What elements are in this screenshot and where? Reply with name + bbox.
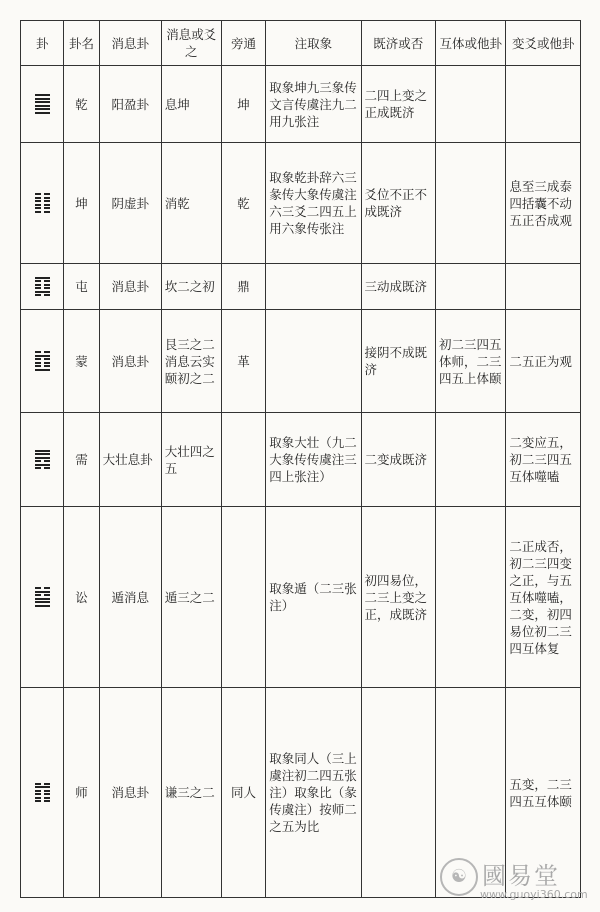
table-row xyxy=(21,413,581,507)
yin-line xyxy=(35,797,50,799)
quxiang-cell: 取象坤九三象传文言传虞注九二用九张注 xyxy=(266,66,361,143)
quxiang-cell: 取象遁（二三张注） xyxy=(266,507,361,688)
pangtong-cell: 鼎 xyxy=(221,264,266,310)
song-hexagram-icon xyxy=(24,587,60,607)
header-xiaoxi-gua: 消息卦 xyxy=(99,21,161,66)
bianyao-cell xyxy=(506,66,581,143)
header-huti: 互体或他卦 xyxy=(436,21,506,66)
jiji-cell: 初四易位，二三上变之正，成既济 xyxy=(361,507,436,688)
pangtong-cell: 坤 xyxy=(221,66,266,143)
quxiang-cell xyxy=(266,264,361,310)
header-gua-name: 卦名 xyxy=(64,21,99,66)
xiaoxi-cell: 阴虚卦 xyxy=(99,143,161,264)
xiaoxi-yao-cell: 遁三之二 xyxy=(161,507,221,688)
yang-line xyxy=(35,450,50,452)
bianyao-cell: 息至三成泰四括囊不动五正否成观 xyxy=(506,143,581,264)
yang-line xyxy=(35,464,50,466)
yin-line xyxy=(35,783,50,785)
xiaoxi-yao-cell: 消乾 xyxy=(161,143,221,264)
hexagram-cell xyxy=(21,507,64,688)
table-row xyxy=(21,507,581,688)
header-row xyxy=(21,21,581,66)
watermark-logo xyxy=(440,854,590,906)
meng-hexagram-icon xyxy=(24,351,60,371)
bianyao-cell: 二变应五，初二三四五互体噬嗑 xyxy=(506,413,581,507)
huti-cell xyxy=(436,413,506,507)
xiaoxi-cell: 阳盈卦 xyxy=(99,66,161,143)
bianyao-cell: 二正成否，初二三四变之正，与五互体噬嗑，二变，初四易位初二三四互体复 xyxy=(506,507,581,688)
table-row xyxy=(21,143,581,264)
yin-line xyxy=(35,193,50,195)
bianyao-cell xyxy=(506,264,581,310)
gua-name-cell: 需 xyxy=(64,413,99,507)
table-row xyxy=(21,66,581,143)
gua-name-cell: 师 xyxy=(64,688,99,898)
quxiang-cell: 取象同人（三上虞注初二四五张注）取象比（彖传虞注）按师二之五为比 xyxy=(266,688,361,898)
yang-line xyxy=(35,601,50,603)
yin-line xyxy=(35,211,50,213)
yang-line xyxy=(35,355,50,357)
huti-cell xyxy=(436,66,506,143)
jiji-cell: 接阴不成既济 xyxy=(361,310,436,413)
gua-name-cell: 坤 xyxy=(64,143,99,264)
hexagram-cell xyxy=(21,143,64,264)
yin-line xyxy=(35,460,50,462)
header-pangtong: 旁通 xyxy=(221,21,266,66)
yin-line xyxy=(35,284,50,286)
yin-line xyxy=(35,358,50,360)
hexagram-cell xyxy=(21,413,64,507)
xiaoxi-cell: 消息卦 xyxy=(99,264,161,310)
huti-cell xyxy=(436,507,506,688)
yang-line xyxy=(35,101,50,103)
yang-line xyxy=(35,112,50,114)
zhun-hexagram-icon xyxy=(24,277,60,297)
yang-line xyxy=(35,108,50,110)
yin-line xyxy=(35,351,50,353)
yin-line xyxy=(35,587,50,589)
huti-cell xyxy=(436,143,506,264)
xiaoxi-yao-cell: 艮三之二消息云实颐初之二 xyxy=(161,310,221,413)
gua-name-cell: 屯 xyxy=(64,264,99,310)
pangtong-cell: 革 xyxy=(221,310,266,413)
pangtong-cell xyxy=(221,413,266,507)
header-xiaoxi-yao: 消息或爻之 xyxy=(161,21,221,66)
yang-line xyxy=(35,277,50,279)
quxiang-cell xyxy=(266,310,361,413)
yin-line xyxy=(35,800,50,802)
bianyao-cell: 二五正为观 xyxy=(506,310,581,413)
yin-line xyxy=(35,362,50,364)
yin-line xyxy=(35,197,50,199)
yin-line xyxy=(35,200,50,202)
hexagram-cell xyxy=(21,310,64,413)
pangtong-cell xyxy=(221,507,266,688)
xiaoxi-yao-cell: 谦三之二 xyxy=(161,688,221,898)
header-gua: 卦 xyxy=(21,21,64,66)
yang-line xyxy=(35,94,50,96)
yin-line xyxy=(35,204,50,206)
shi-hexagram-icon xyxy=(24,783,60,803)
kun-hexagram-icon xyxy=(24,193,60,213)
table-row xyxy=(21,264,581,310)
yin-line xyxy=(35,790,50,792)
watermark-url: www.guoyi360.com xyxy=(480,888,588,901)
table-row xyxy=(21,310,581,413)
yang-line xyxy=(35,457,50,459)
jiji-cell: 三动成既济 xyxy=(361,264,436,310)
xiaoxi-yao-cell: 坎二之初 xyxy=(161,264,221,310)
xiaoxi-yao-cell: 大壮四之五 xyxy=(161,413,221,507)
hexagram-table xyxy=(20,20,581,898)
pangtong-cell: 同人 xyxy=(221,688,266,898)
jiji-cell: 二四上变之正成既济 xyxy=(361,66,436,143)
huti-cell xyxy=(436,264,506,310)
yin-line xyxy=(35,287,50,289)
yin-line xyxy=(35,280,50,282)
yin-line xyxy=(35,294,50,296)
hexagram-cell xyxy=(21,66,64,143)
yin-yang-icon: ☯ xyxy=(440,858,478,896)
yin-line xyxy=(35,207,50,209)
gua-name-cell: 讼 xyxy=(64,507,99,688)
xiaoxi-cell: 大壮息卦 xyxy=(99,413,161,507)
yang-line xyxy=(35,598,50,600)
huti-cell: 初二三四五体师，二三四五上体颐 xyxy=(436,310,506,413)
yang-line xyxy=(35,453,50,455)
quxiang-cell: 取象大壮（九二大象传传虞注三四上张注） xyxy=(266,413,361,507)
yin-line xyxy=(35,594,50,596)
yang-line xyxy=(35,98,50,100)
xu-hexagram-icon xyxy=(24,450,60,470)
yin-line xyxy=(35,365,50,367)
header-jiji: 既济或否 xyxy=(361,21,436,66)
quxiang-cell: 取象乾卦辞六三彖传大象传虞注六三爻二四五上用六象传张注 xyxy=(266,143,361,264)
xiaoxi-yao-cell: 息坤 xyxy=(161,66,221,143)
header-quxiang: 注取象 xyxy=(266,21,361,66)
yang-line xyxy=(35,605,50,607)
gua-name-cell: 蒙 xyxy=(64,310,99,413)
yin-line xyxy=(35,467,50,469)
hexagram-cell xyxy=(21,264,64,310)
pangtong-cell: 乾 xyxy=(221,143,266,264)
jiji-cell: 爻位不正不成既济 xyxy=(361,143,436,264)
yin-line xyxy=(35,793,50,795)
jiji-cell: 二变成既济 xyxy=(361,413,436,507)
yang-line xyxy=(35,291,50,293)
gua-name-cell: 乾 xyxy=(64,66,99,143)
bianyao-cell: 五变，二三四五互体颐 xyxy=(506,688,581,898)
qian-hexagram-icon xyxy=(24,94,60,114)
yang-line xyxy=(35,591,50,593)
jiji-cell xyxy=(361,688,436,898)
yang-line xyxy=(35,105,50,107)
watermark-site-name: 國易堂 xyxy=(482,862,560,890)
header-bianyao: 变爻或他卦 xyxy=(506,21,581,66)
xiaoxi-cell: 消息卦 xyxy=(99,688,161,898)
xiaoxi-cell: 消息卦 xyxy=(99,310,161,413)
hexagram-cell xyxy=(21,688,64,898)
xiaoxi-cell: 遁消息 xyxy=(99,507,161,688)
yang-line xyxy=(35,369,50,371)
yang-line xyxy=(35,786,50,788)
